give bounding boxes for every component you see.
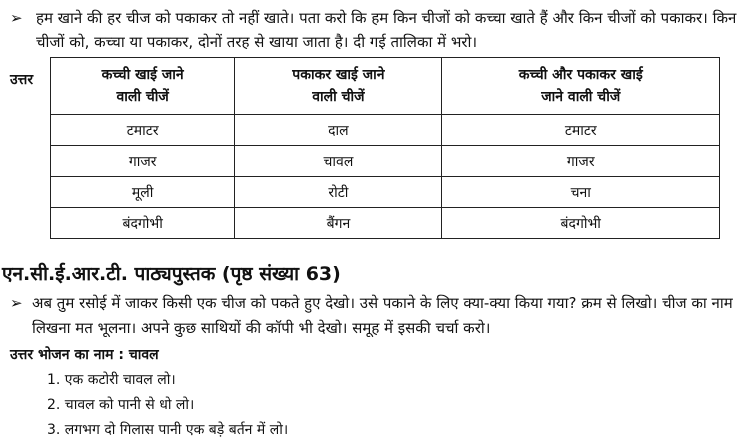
table-cell: बैंगन (235, 208, 442, 239)
table-cell: चना (442, 177, 720, 208)
answer-label: उत्तर (10, 72, 34, 88)
table-cell: टमाटर (442, 115, 720, 146)
question-1 (10, 6, 750, 54)
step-item: 2. चावल को पानी से धो लो। (47, 397, 195, 413)
table-header-both: कच्ची और पकाकर खाई जाने वाली चीजें (442, 58, 720, 115)
table-row (51, 208, 720, 239)
food-table (50, 57, 720, 239)
table-cell: दाल (235, 115, 442, 146)
dish-name-line: भोजन का नाम : चावल (37, 347, 159, 363)
table-cell: चावल (235, 146, 442, 177)
table-header-row (51, 58, 720, 115)
answer-2-heading (10, 345, 159, 364)
table-header-cooked: पकाकर खाई जाने वाली चीजें (235, 58, 442, 115)
arrow-bullet-icon: ➢ (10, 9, 23, 27)
table-row (51, 177, 720, 208)
table-header-raw: कच्ची खाई जाने वाली चीजें (51, 58, 235, 115)
table-row (51, 115, 720, 146)
table-cell: गाजर (51, 146, 235, 177)
table-cell: गाजर (442, 146, 720, 177)
table-cell: मूली (51, 177, 235, 208)
table-row (51, 146, 720, 177)
table-cell: बंदगोभी (51, 208, 235, 239)
table-cell: टमाटर (51, 115, 235, 146)
step-item: 1. एक कटोरी चावल लो। (47, 372, 176, 388)
arrow-bullet-icon: ➢ (10, 294, 23, 312)
question-2-text: अब तुम रसोई में जाकर किसी एक चीज को पकते हुए देखो। उसे पकाने के लिए क्या-क्या किया गया? क्रम से लिखो। चीज का नाम लिखना मत भूलना। अपने कुछ साथियों की कॉपी भी देखो। समूह में इसकी चर्चा करो। (32, 294, 733, 337)
table-cell: बंदगोभी (442, 208, 720, 239)
table-cell: रोटी (235, 177, 442, 208)
question-1-text: हम खाने की हर चीज को पकाकर तो नहीं खाते। पता करो कि हम किन चीजों को कच्चा खाते हैं और किन चीजों को पकाकर। किन चीजों को, कच्चा या पकाकर, दोनों तरह से खाया जाता है। दी गई तालिका में भरो। (36, 9, 737, 51)
step-item: 3. लगभग दो गिलास पानी एक बड़े बर्तन में लो। (47, 422, 289, 438)
section-heading: एन.सी.ई.आर.टी. पाठ्यपुस्तक (पृष्ठ संख्या 63) (2, 263, 341, 285)
question-2 (10, 291, 750, 341)
answer-label: उत्तर (10, 347, 34, 363)
